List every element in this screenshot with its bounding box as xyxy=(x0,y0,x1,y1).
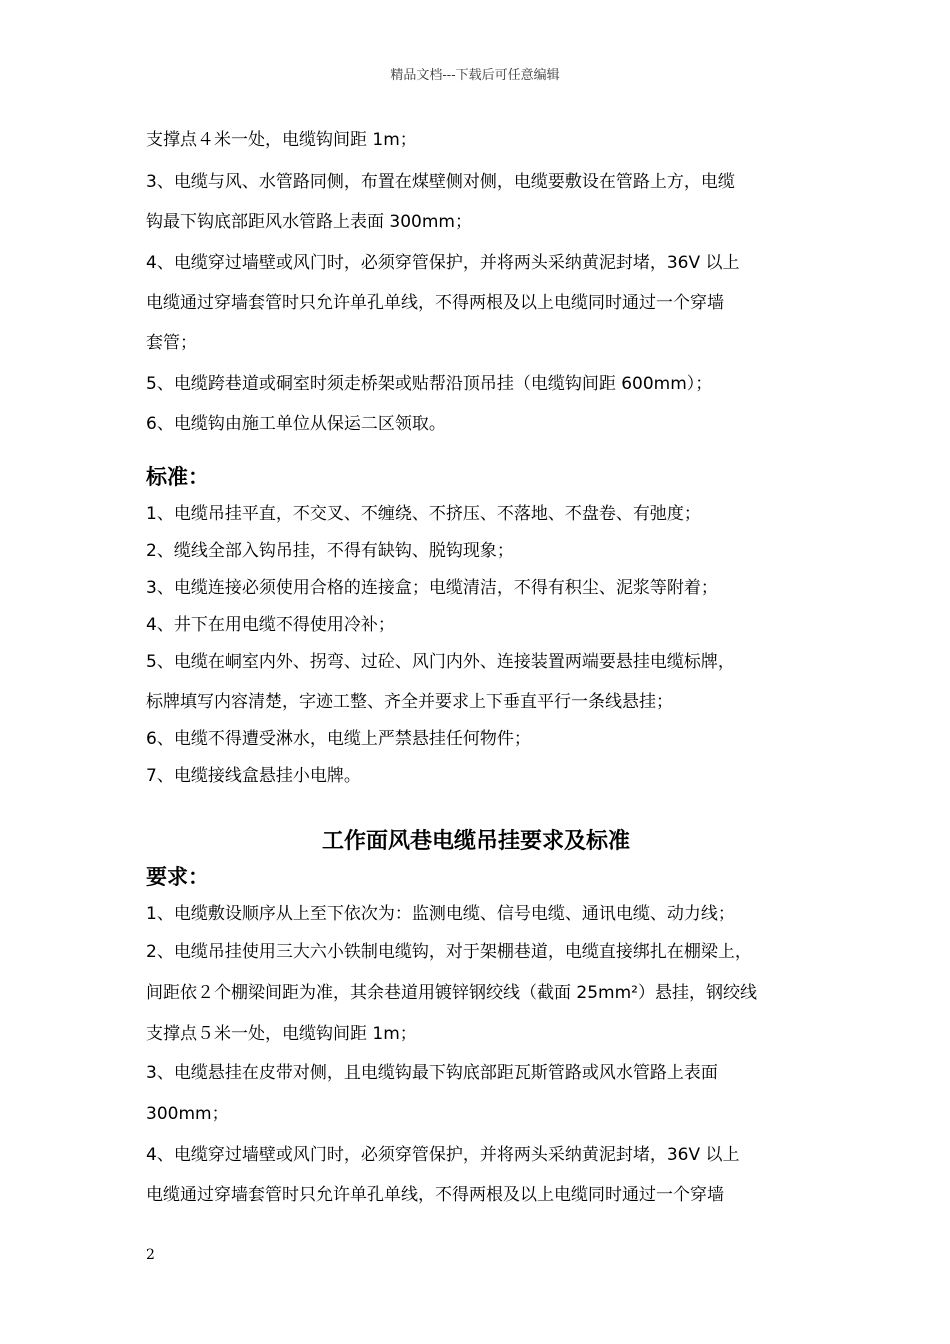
document-body xyxy=(146,122,816,1205)
text-line: 3、电缆与风、水管路同侧，布置在煤壁侧对侧，电缆要敷设在管路上方，电缆 xyxy=(146,172,735,192)
text-line: 电缆通过穿墙套管时只允许单孔单线，不得两根及以上电缆同时通过一个穿墙 xyxy=(146,1185,724,1205)
text-line: 3、电缆连接必须使用合格的连接盒；电缆清洁，不得有积尘、泥浆等附着； xyxy=(146,578,718,598)
text-line: 3、电缆悬挂在皮带对侧，且电缆钩最下钩底部距瓦斯管路或风水管路上表面 xyxy=(146,1063,718,1083)
text-line: 6、电缆不得遭受淋水，电缆上严禁悬挂任何物件； xyxy=(146,729,531,749)
standard-heading: 标准： xyxy=(146,465,209,489)
text-line: 间距依２个棚梁间距为准，其余巷道用镀锌钢绞线（截面 25mm²）悬挂，钢绞线 xyxy=(146,983,757,1003)
text-line: 6、电缆钩由施工单位从保运二区领取。 xyxy=(146,414,446,434)
text-line: 4、井下在用电缆不得使用冷补； xyxy=(146,615,395,635)
text-line: 5、电缆跨巷道或硐室时须走桥架或贴帮沿顶吊挂（电缆钩间距 600mm）； xyxy=(146,374,713,394)
page-number: 2 xyxy=(146,1247,155,1263)
section-title: 工作面风巷电缆吊挂要求及标准 xyxy=(321,829,630,854)
text-line: 1、电缆吊挂平直，不交叉、不缠绕、不挤压、不落地、不盘卷、有弛度； xyxy=(146,504,701,524)
text-line: 4、电缆穿过墙壁或风门时，必须穿管保护，并将两头采纳黄泥封堵，36V 以上 xyxy=(146,1145,740,1165)
text-line: 2、缆线全部入钩吊挂，不得有缺钩、脱钩现象； xyxy=(146,541,514,561)
text-line: 标牌填写内容清楚，字迹工整、齐全并要求上下垂直平行一条线悬挂； xyxy=(146,692,673,712)
text-line: 支撑点４米一处，电缆钩间距 1m； xyxy=(146,130,417,150)
text-line: 钩最下钩底部距风水管路上表面 300mm； xyxy=(146,212,472,232)
text-line: 5、电缆在峒室内外、拐弯、过砼、风门内外、连接装置两端要悬挂电缆标牌， xyxy=(146,652,735,672)
text-line: 7、电缆接线盒悬挂小电牌。 xyxy=(146,766,361,786)
page-header: 精品文档---下载后可任意编辑 xyxy=(390,68,560,83)
requirement-heading: 要求： xyxy=(146,865,209,889)
text-line: 1、电缆敷设顺序从上至下依次为：监测电缆、信号电缆、通讯电缆、动力线； xyxy=(146,904,735,924)
text-line: 2、电缆吊挂使用三大六小铁制电缆钩，对于架棚巷道，电缆直接绑扎在棚梁上， xyxy=(146,942,752,962)
text-line: 套管； xyxy=(146,333,197,353)
text-line: 电缆通过穿墙套管时只允许单孔单线，不得两根及以上电缆同时通过一个穿墙 xyxy=(146,293,724,313)
text-line: 300mm； xyxy=(146,1104,229,1124)
text-line: 支撑点５米一处，电缆钩间距 1m； xyxy=(146,1024,417,1044)
text-line: 4、电缆穿过墙壁或风门时，必须穿管保护，并将两头采纳黄泥封堵，36V 以上 xyxy=(146,253,740,273)
